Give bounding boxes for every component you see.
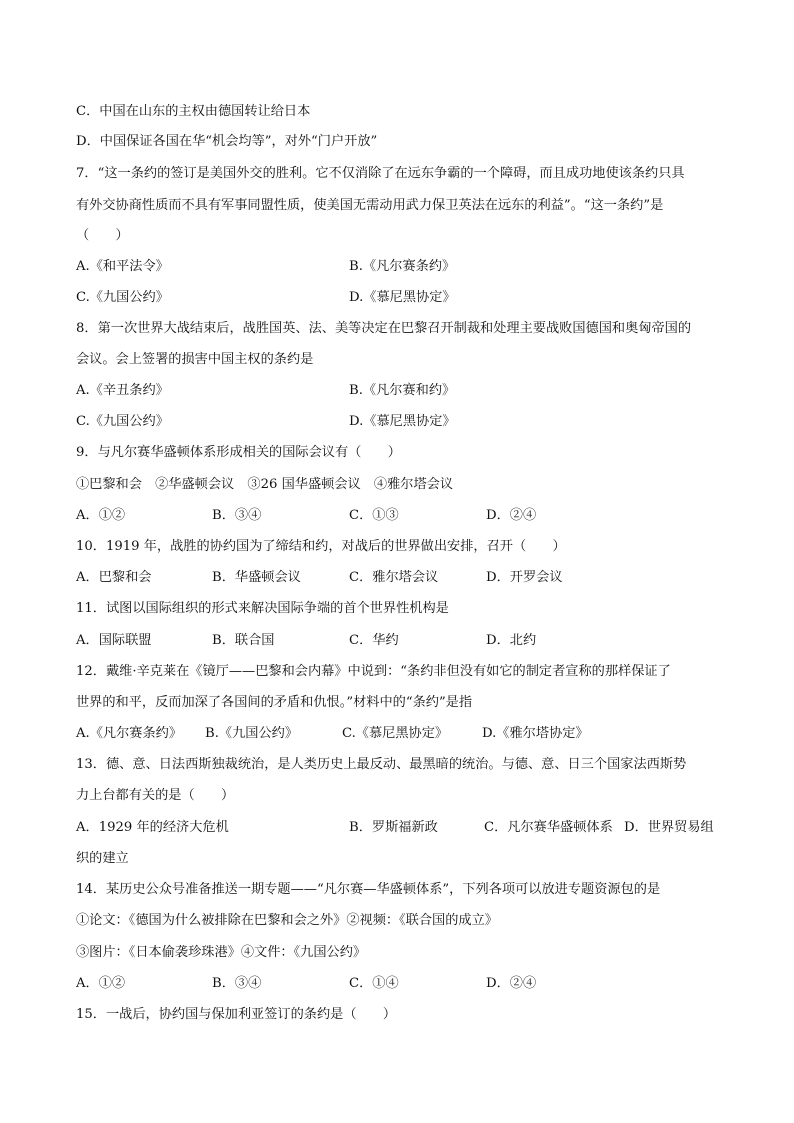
q9-option-b: B．③④ — [212, 508, 262, 523]
q11-option-c: C．华约 — [349, 633, 399, 648]
q12-stem-line-1: 12．戴维·辛克莱在《镜厅——巴黎和会内幕》中说到：“条约非但没有如它的制定者宣称的那样保证了 — [76, 664, 671, 679]
q8-option-c: C.《九国公约》 — [76, 414, 169, 429]
q12-option-b: B.《九国公约》 — [205, 726, 299, 741]
q14-option-c: C．①④ — [349, 976, 399, 991]
q11-option-a: A．国际联盟 — [76, 633, 152, 648]
q13-option-c: C．凡尔赛华盛顿体系 — [484, 820, 613, 835]
q8-stem-line-1: 8．第一次世界大战结束后，战胜国英、法、美等决定在巴黎召开制裁和处理主要战败国德国和奥匈帝国的 — [76, 321, 692, 336]
q12-options-row — [76, 725, 736, 743]
q11-option-b: B．联合国 — [212, 633, 275, 648]
q10-option-d: D．开罗会议 — [486, 570, 563, 585]
q10-options-row — [76, 569, 736, 587]
q8-options-row-1 — [76, 382, 736, 400]
q14-option-a: A．①② — [76, 976, 126, 991]
q8-option-b: B.《凡尔赛和约》 — [349, 383, 456, 398]
q9-items: ①巴黎和会 ②华盛顿会议 ③26 国华盛顿会议 ④雅尔塔会议 — [76, 477, 454, 492]
q8-option-a: A.《辛丑条约》 — [76, 383, 169, 398]
q7-stem-line-1: 7．“这一条约的签订是美国外交的胜利。它不仅消除了在远东争霸的一个障碍，而且成功地使该条约只具 — [76, 166, 685, 181]
q9-option-d: D．②④ — [486, 508, 537, 523]
q10-option-c: C．雅尔塔会议 — [349, 570, 439, 585]
q11-option-d: D．北约 — [486, 633, 537, 648]
q14-option-b: B．③④ — [212, 976, 262, 991]
q13-stem-line-2: 力上台都有关的是（ ） — [76, 788, 235, 803]
q8-stem-line-2: 会议。会上签署的损害中国主权的条约是 — [76, 352, 314, 367]
q8-options-row-2 — [76, 413, 736, 431]
q12-stem-line-2: 世界的和平，反而加深了各国间的矛盾和仇恨。”材料中的“条约”是指 — [76, 695, 473, 710]
q7-option-d: D.《慕尼黑协定》 — [349, 290, 456, 305]
q7-option-b: B.《凡尔赛条约》 — [349, 259, 456, 274]
q13-stem-line-1: 13．德、意、日法西斯独裁统治，是人类历史上最反动、最黑暗的统治。与德、意、日三个国家法西斯势 — [76, 757, 687, 772]
q7-options-row-1 — [76, 258, 736, 276]
q8-option-d: D.《慕尼黑协定》 — [349, 414, 456, 429]
q13-option-a: A．1929 年的经济大危机 — [76, 820, 229, 835]
q12-option-a: A.《凡尔赛条约》 — [76, 726, 183, 741]
q14-items-line-1: ①论文：《德国为什么被排除在巴黎和会之外》②视频：《联合国的成立》 — [76, 913, 498, 928]
q10-stem: 10．1919 年，战胜的协约国为了缔结和约，对战后的世界做出安排，召开（ ） — [76, 539, 566, 554]
q12-option-d: D.《雅尔塔协定》 — [482, 726, 589, 741]
q15-stem: 15．一战后，协约国与保加利亚签订的条约是（ ） — [76, 1007, 397, 1022]
q6-option-c: C．中国在山东的主权由德国转让给日本 — [76, 104, 311, 119]
q10-option-a: A．巴黎和会 — [76, 570, 152, 585]
q13-option-d: D．世界贸易组 — [624, 820, 714, 835]
q13-options-row — [76, 819, 736, 837]
q11-stem: 11．试图以国际组织的形式来解决国际争端的首个世界性机构是 — [76, 601, 449, 616]
q12-option-c: C.《慕尼黑协定》 — [342, 726, 449, 741]
q7-options-row-2 — [76, 289, 736, 307]
q13-option-b: B．罗斯福新政 — [349, 820, 438, 835]
q7-option-a: A.《和平法令》 — [76, 259, 169, 274]
q7-option-c: C.《九国公约》 — [76, 290, 169, 305]
q10-option-b: B．华盛顿会议 — [212, 570, 301, 585]
q9-stem: 9．与凡尔赛华盛顿体系形成相关的国际会议有（ ） — [76, 445, 401, 460]
q11-options-row — [76, 632, 736, 650]
q14-option-d: D．②④ — [486, 976, 537, 991]
q6-option-d: D．中国保证各国在华“机会均等”，对外“门户开放” — [76, 134, 378, 149]
q7-stem-line-2: 有外交协商性质而不具有军事同盟性质，使美国无需动用武力保卫英法在远东的利益”。“这一条约”是 — [76, 198, 664, 213]
q14-stem: 14．某历史公众号准备推送一期专题——“凡尔赛—华盛顿体系”，下列各项可以放进专题资源包的是 — [76, 882, 661, 897]
q9-option-a: A．①② — [76, 508, 126, 523]
q9-options-row — [76, 507, 736, 525]
q14-items-line-2: ③图片：《日本偷袭珍珠港》④文件：《九国公约》 — [76, 945, 367, 960]
q13-option-d-continuation: 织的建立 — [76, 851, 129, 866]
q9-option-c: C．①③ — [349, 508, 399, 523]
q14-options-row — [76, 975, 736, 993]
q7-answer-blank: （ ） — [76, 228, 129, 243]
